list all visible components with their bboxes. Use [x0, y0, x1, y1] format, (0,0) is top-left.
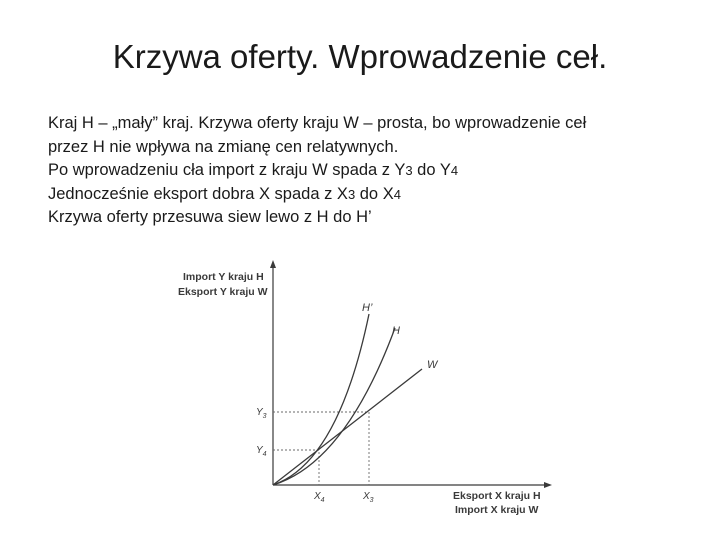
- curve-h-prime-label: H’: [362, 302, 373, 314]
- body-line-3-sub-y4: 4: [450, 163, 459, 178]
- x-axis-arrow: [544, 482, 552, 488]
- offer-curve-diagram: [170, 258, 570, 531]
- body-line-2: przez H nie wpływa na zmianę cen relatywnych.: [48, 137, 399, 156]
- y-tick-y3: [256, 407, 267, 420]
- curve-w-label: W: [427, 359, 438, 371]
- body-line-4-sub-x4: 4: [393, 186, 401, 202]
- x-axis-label-1: Eksport X kraju H: [453, 490, 541, 502]
- x-tick-x4-main: X: [314, 491, 321, 502]
- body-line-4: [48, 183, 688, 207]
- x-tick-x3: [362, 491, 374, 504]
- body-line-4-sub-x3: 3: [347, 186, 356, 202]
- curve-h-label: H: [392, 325, 400, 337]
- curve-h: [273, 328, 395, 485]
- x-axis-label-2: Import X kraju W: [455, 504, 539, 516]
- x-tick-x4: [313, 491, 325, 504]
- y-tick-y4-main: Y: [256, 445, 263, 456]
- slide-title: Krzywa oferty. Wprowadzenie ceł.: [112, 38, 608, 75]
- y-axis-label-1: Import Y kraju H: [183, 271, 264, 283]
- curve-w: [273, 369, 422, 485]
- x-tick-x3-main: X: [363, 491, 370, 502]
- y-axis-arrow: [270, 260, 276, 268]
- body-line-3-text-b: do Y: [412, 161, 451, 179]
- x-tick-x4-sub: 4: [320, 497, 325, 504]
- body-line-5: Krzywa oferty przesuwa siew lewo z H do H’: [48, 208, 372, 226]
- y-tick-y4-sub: 4: [262, 451, 267, 458]
- body-line-4-text-b: do X: [355, 184, 394, 203]
- body-line-1: Kraj H – „mały” kraj. Krzywa oferty kraju W – prosta, bo wprowadzenie ceł: [48, 114, 587, 132]
- curve-h-prime: [273, 314, 369, 485]
- x-tick-x3-sub: 3: [369, 497, 374, 504]
- y-axis-label-2: Eksport Y kraju W: [178, 286, 268, 298]
- y-tick-y4: [256, 445, 267, 458]
- y-tick-y3-main: Y: [256, 407, 263, 418]
- body-line-3-sub-y3: 3: [405, 163, 413, 178]
- body-line-3: [48, 159, 688, 183]
- body-text: [48, 112, 688, 230]
- body-line-3-text: Po wprowadzeniu cła import z kraju W spada z Y: [48, 161, 406, 179]
- y-tick-y3-sub: 3: [262, 413, 267, 420]
- offer-curve-svg: [170, 258, 570, 526]
- body-line-4-text: Jednocześnie eksport dobra X spada z X: [48, 184, 348, 203]
